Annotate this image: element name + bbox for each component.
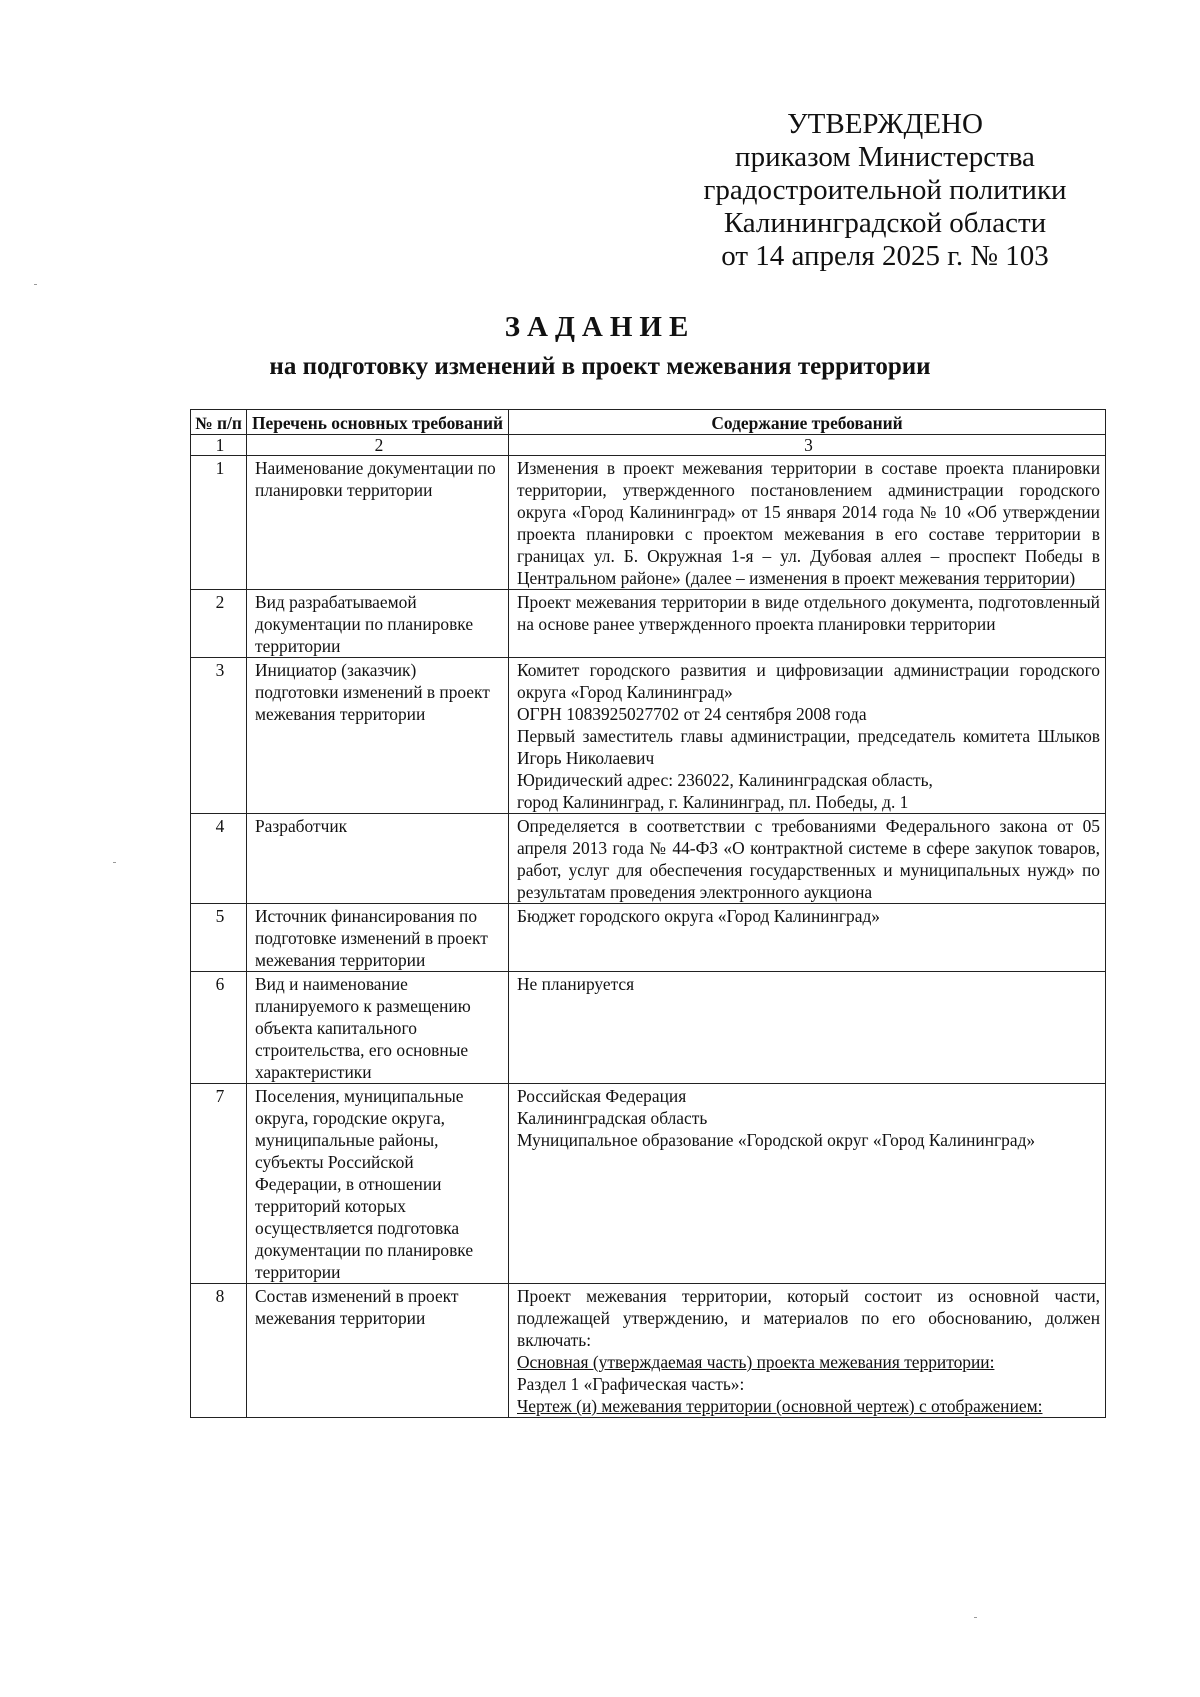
row-num: 1 — [191, 456, 247, 590]
row-num: 4 — [191, 814, 247, 904]
row-num: 2 — [191, 590, 247, 658]
content-line: Бюджет городского округа «Город Калининград» — [517, 906, 880, 926]
row-requirement: Вид разрабатываемой документации по планировке территории — [247, 590, 509, 658]
approval-line: градостроительной политики — [703, 174, 1067, 206]
content-line: Российская Федерация — [517, 1086, 687, 1106]
index-cell: 2 — [247, 435, 509, 456]
row-requirement: Вид и наименование планируемого к размещению объекта капитального строительства, его основные характеристики — [247, 972, 509, 1084]
approval-date: от 14 апреля 2025 г. № 103 — [721, 240, 1049, 272]
table-row — [191, 1284, 1106, 1418]
content-line: Проект межевания территории, который состоит из основной части, подлежащей утверждению, и материалов по его обоснованию, должен включать: — [517, 1286, 1100, 1350]
row-requirement: Поселения, муниципальные округа, городские округа, муниципальные районы, субъекты Российской Федерации, в отношении территорий которых осуществляется подготовка документации по планировке территории — [247, 1084, 509, 1284]
row-requirement: Инициатор (заказчик) подготовки изменений в проект межевания территории — [247, 658, 509, 814]
index-cell: 1 — [191, 435, 247, 456]
content-line-underlined: Чертеж (и) межевания территории (основной чертеж) с отображением: — [517, 1396, 1043, 1416]
row-num: 5 — [191, 904, 247, 972]
table-row — [191, 814, 1106, 904]
document-subtitle: на подготовку изменений в проект межевания территории — [269, 353, 931, 380]
approval-line: Калининградской области — [723, 207, 1047, 239]
row-content — [509, 904, 1106, 972]
row-requirement: Состав изменений в проект межевания территории — [247, 1284, 509, 1418]
scan-speck — [974, 1617, 977, 1618]
table-row — [191, 456, 1106, 590]
content-line: город Калининград, г. Калининград, пл. Победы, д. 1 — [517, 792, 909, 812]
table-row — [191, 590, 1106, 658]
document-title-block — [180, 310, 1020, 384]
content-line: Изменения в проект межевания территории в составе проекта планировки территории, утвержденного постановлением администрации городского округа «Город Калининград» от 15 января 2014 года № 10 «Об утверждении проекта планировки с проектом межевания в его составе территории в границах ул. Б. Окружная 1-я – ул. Дубовая аллея – проспект Победы в Центральном районе» (далее – изменения в проект межевания территории) — [517, 458, 1100, 588]
row-content — [509, 814, 1106, 904]
content-line: Комитет городского развития и цифровизации администрации городского округа «Город Калининград» — [517, 660, 1100, 702]
row-requirement: Разработчик — [247, 814, 509, 904]
table-index-row — [191, 435, 1106, 456]
scan-speck — [113, 862, 116, 863]
row-content — [509, 1284, 1106, 1418]
table-header-row — [191, 410, 1106, 435]
row-content — [509, 456, 1106, 590]
content-line: Первый заместитель главы администрации, председатель комитета Шлыков Игорь Николаевич — [517, 726, 1100, 768]
row-content — [509, 972, 1106, 1084]
index-cell: 3 — [509, 435, 1106, 456]
row-requirement: Наименование документации по планировки территории — [247, 456, 509, 590]
approval-stamp — [690, 108, 1080, 273]
table-row — [191, 904, 1106, 972]
row-requirement: Источник финансирования по подготовке изменений в проект межевания территории — [247, 904, 509, 972]
row-num: 3 — [191, 658, 247, 814]
header-requirement: Перечень основных требований — [247, 410, 509, 435]
row-num: 6 — [191, 972, 247, 1084]
content-line: Не планируется — [517, 974, 635, 994]
row-num: 8 — [191, 1284, 247, 1418]
content-line: Муниципальное образование «Городской округ «Город Калининград» — [517, 1130, 1036, 1150]
requirements-table — [190, 409, 1106, 1418]
content-line: Калининградская область — [517, 1108, 708, 1128]
approval-heading: УТВЕРЖДЕНО — [787, 108, 983, 140]
content-line: Определяется в соответствии с требованиями Федерального закона от 05 апреля 2013 года № 44-ФЗ «О контрактной системе в сфере закупок товаров, работ, услуг для обеспечения государственных и муниципальных нужд» по результатам проведения электронного аукциона — [517, 816, 1100, 902]
header-num: № п/п — [191, 410, 247, 435]
content-line: Юридический адрес: 236022, Калининградская область, — [517, 770, 933, 790]
row-content — [509, 658, 1106, 814]
table-row — [191, 1084, 1106, 1284]
document-title: ЗАДАНИЕ — [504, 311, 696, 343]
approval-line: приказом Министерства — [735, 141, 1035, 173]
content-line: Раздел 1 «Графическая часть»: — [517, 1374, 745, 1394]
row-num: 7 — [191, 1084, 247, 1284]
scan-speck — [34, 284, 37, 285]
content-line: Проект межевания территории в виде отдельного документа, подготовленный на основе ранее утвержденного проекта планировки территории — [517, 592, 1100, 634]
row-content — [509, 1084, 1106, 1284]
table-row — [191, 972, 1106, 1084]
header-content: Содержание требований — [509, 410, 1106, 435]
content-line: ОГРН 1083925027702 от 24 сентября 2008 года — [517, 704, 867, 724]
table-row — [191, 658, 1106, 814]
content-line-underlined: Основная (утверждаемая часть) проекта межевания территории: — [517, 1352, 995, 1372]
row-content — [509, 590, 1106, 658]
